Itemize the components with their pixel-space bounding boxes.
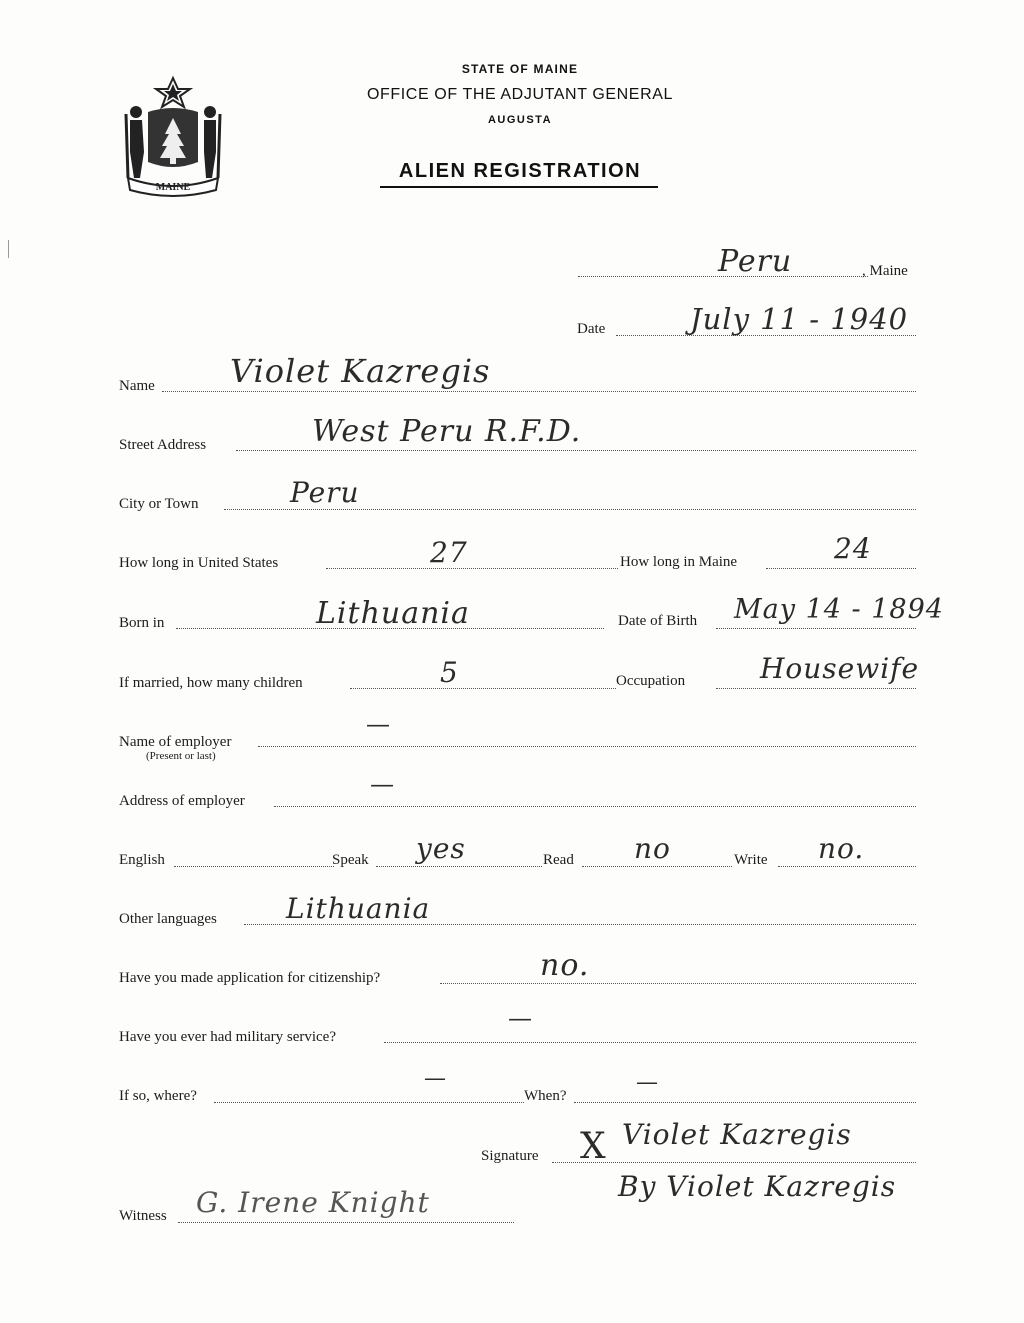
name-label: Name	[119, 378, 155, 394]
where-value: —	[424, 1066, 447, 1091]
state-heading: STATE OF MAINE	[461, 62, 579, 76]
write-dotted-line	[778, 866, 916, 867]
other-languages-label: Other languages	[119, 911, 217, 927]
speak-dotted-line	[376, 866, 542, 867]
when-value: —	[636, 1070, 659, 1095]
when-dotted-line	[574, 1102, 916, 1103]
signature-label: Signature	[481, 1148, 539, 1164]
how-long-us-label: How long in United States	[119, 555, 279, 571]
title-underline	[380, 186, 658, 188]
city-value: Peru	[290, 476, 360, 509]
city-heading: AUGUSTA	[487, 114, 553, 126]
date-of-birth-label: Date of Birth	[618, 613, 698, 629]
street-address-value: West Peru R.F.D.	[312, 414, 582, 449]
city-label: City or Town	[119, 496, 199, 512]
date-value: July 11 - 1940	[690, 302, 909, 336]
citizenship-value: no.	[540, 948, 590, 983]
military-label: Have you ever had military service?	[119, 1029, 336, 1045]
witness-dotted-line	[178, 1222, 514, 1223]
citizenship-dotted-line	[440, 983, 916, 984]
read-dotted-line	[582, 866, 732, 867]
employer-address-label: Address of employer	[119, 793, 245, 809]
occupation-dotted-line	[716, 688, 916, 689]
witness-label: Witness	[119, 1208, 167, 1224]
witness-value: G. Irene Knight	[196, 1186, 430, 1219]
office-heading: OFFICE OF THE ADJUTANT GENERAL	[366, 86, 674, 103]
street-address-label: Street Address	[119, 437, 207, 453]
name-dotted-line	[162, 391, 916, 392]
signature-mark: X	[580, 1126, 607, 1167]
born-in-label: Born in	[119, 615, 165, 631]
employer-address-dotted-line	[274, 806, 916, 807]
signature-value: Violet Kazregis	[622, 1118, 852, 1151]
read-value: no	[634, 832, 671, 865]
speak-value: yes	[416, 832, 466, 865]
street-address-dotted-line	[236, 450, 916, 451]
children-dotted-line	[350, 688, 616, 689]
how-long-maine-label: How long in Maine	[620, 554, 738, 570]
employer-name-sublabel: (Present or last)	[146, 750, 216, 762]
place-value: Peru	[718, 244, 793, 279]
employer-name-value: —	[366, 710, 391, 738]
how-long-maine-value: 24	[834, 532, 872, 565]
date-of-birth-value: May 14 - 1894	[734, 594, 944, 625]
city-dotted-line	[224, 509, 916, 510]
scan-edge-mark	[8, 240, 9, 258]
citizenship-label: Have you made application for citizenship?	[119, 970, 381, 986]
occupation-value: Housewife	[760, 652, 920, 685]
children-value: 5	[440, 656, 459, 689]
occupation-label: Occupation	[616, 673, 686, 689]
write-value: no.	[818, 832, 865, 865]
how-long-us-value: 27	[430, 536, 468, 569]
signature-by-line: By Violet Kazregis	[618, 1170, 897, 1203]
date-of-birth-dotted-line	[716, 628, 916, 629]
born-in-value: Lithuania	[316, 596, 470, 631]
how-long-us-dotted-line	[326, 568, 618, 569]
form-title: ALIEN REGISTRATION	[398, 160, 642, 182]
military-dotted-line	[384, 1042, 916, 1043]
speak-label: Speak	[332, 852, 369, 868]
write-label: Write	[734, 852, 768, 868]
read-label: Read	[543, 852, 574, 868]
where-label: If so, where?	[119, 1088, 197, 1104]
children-label: If married, how many children	[119, 675, 303, 691]
employer-name-dotted-line	[258, 746, 916, 747]
military-value: —	[508, 1004, 533, 1032]
where-dotted-line	[214, 1102, 524, 1103]
other-languages-value: Lithuania	[286, 892, 431, 925]
english-label: English	[119, 852, 165, 868]
how-long-maine-dotted-line	[766, 568, 916, 569]
employer-address-value: —	[370, 770, 395, 798]
date-label: Date	[577, 321, 606, 337]
seal-banner-text: MAINE	[155, 182, 191, 193]
employer-name-label: Name of employer	[119, 734, 232, 750]
name-value: Violet Kazregis	[230, 352, 491, 390]
place-suffix: , Maine	[862, 263, 908, 279]
english-dotted-line	[174, 866, 334, 867]
when-label: When?	[524, 1088, 567, 1104]
